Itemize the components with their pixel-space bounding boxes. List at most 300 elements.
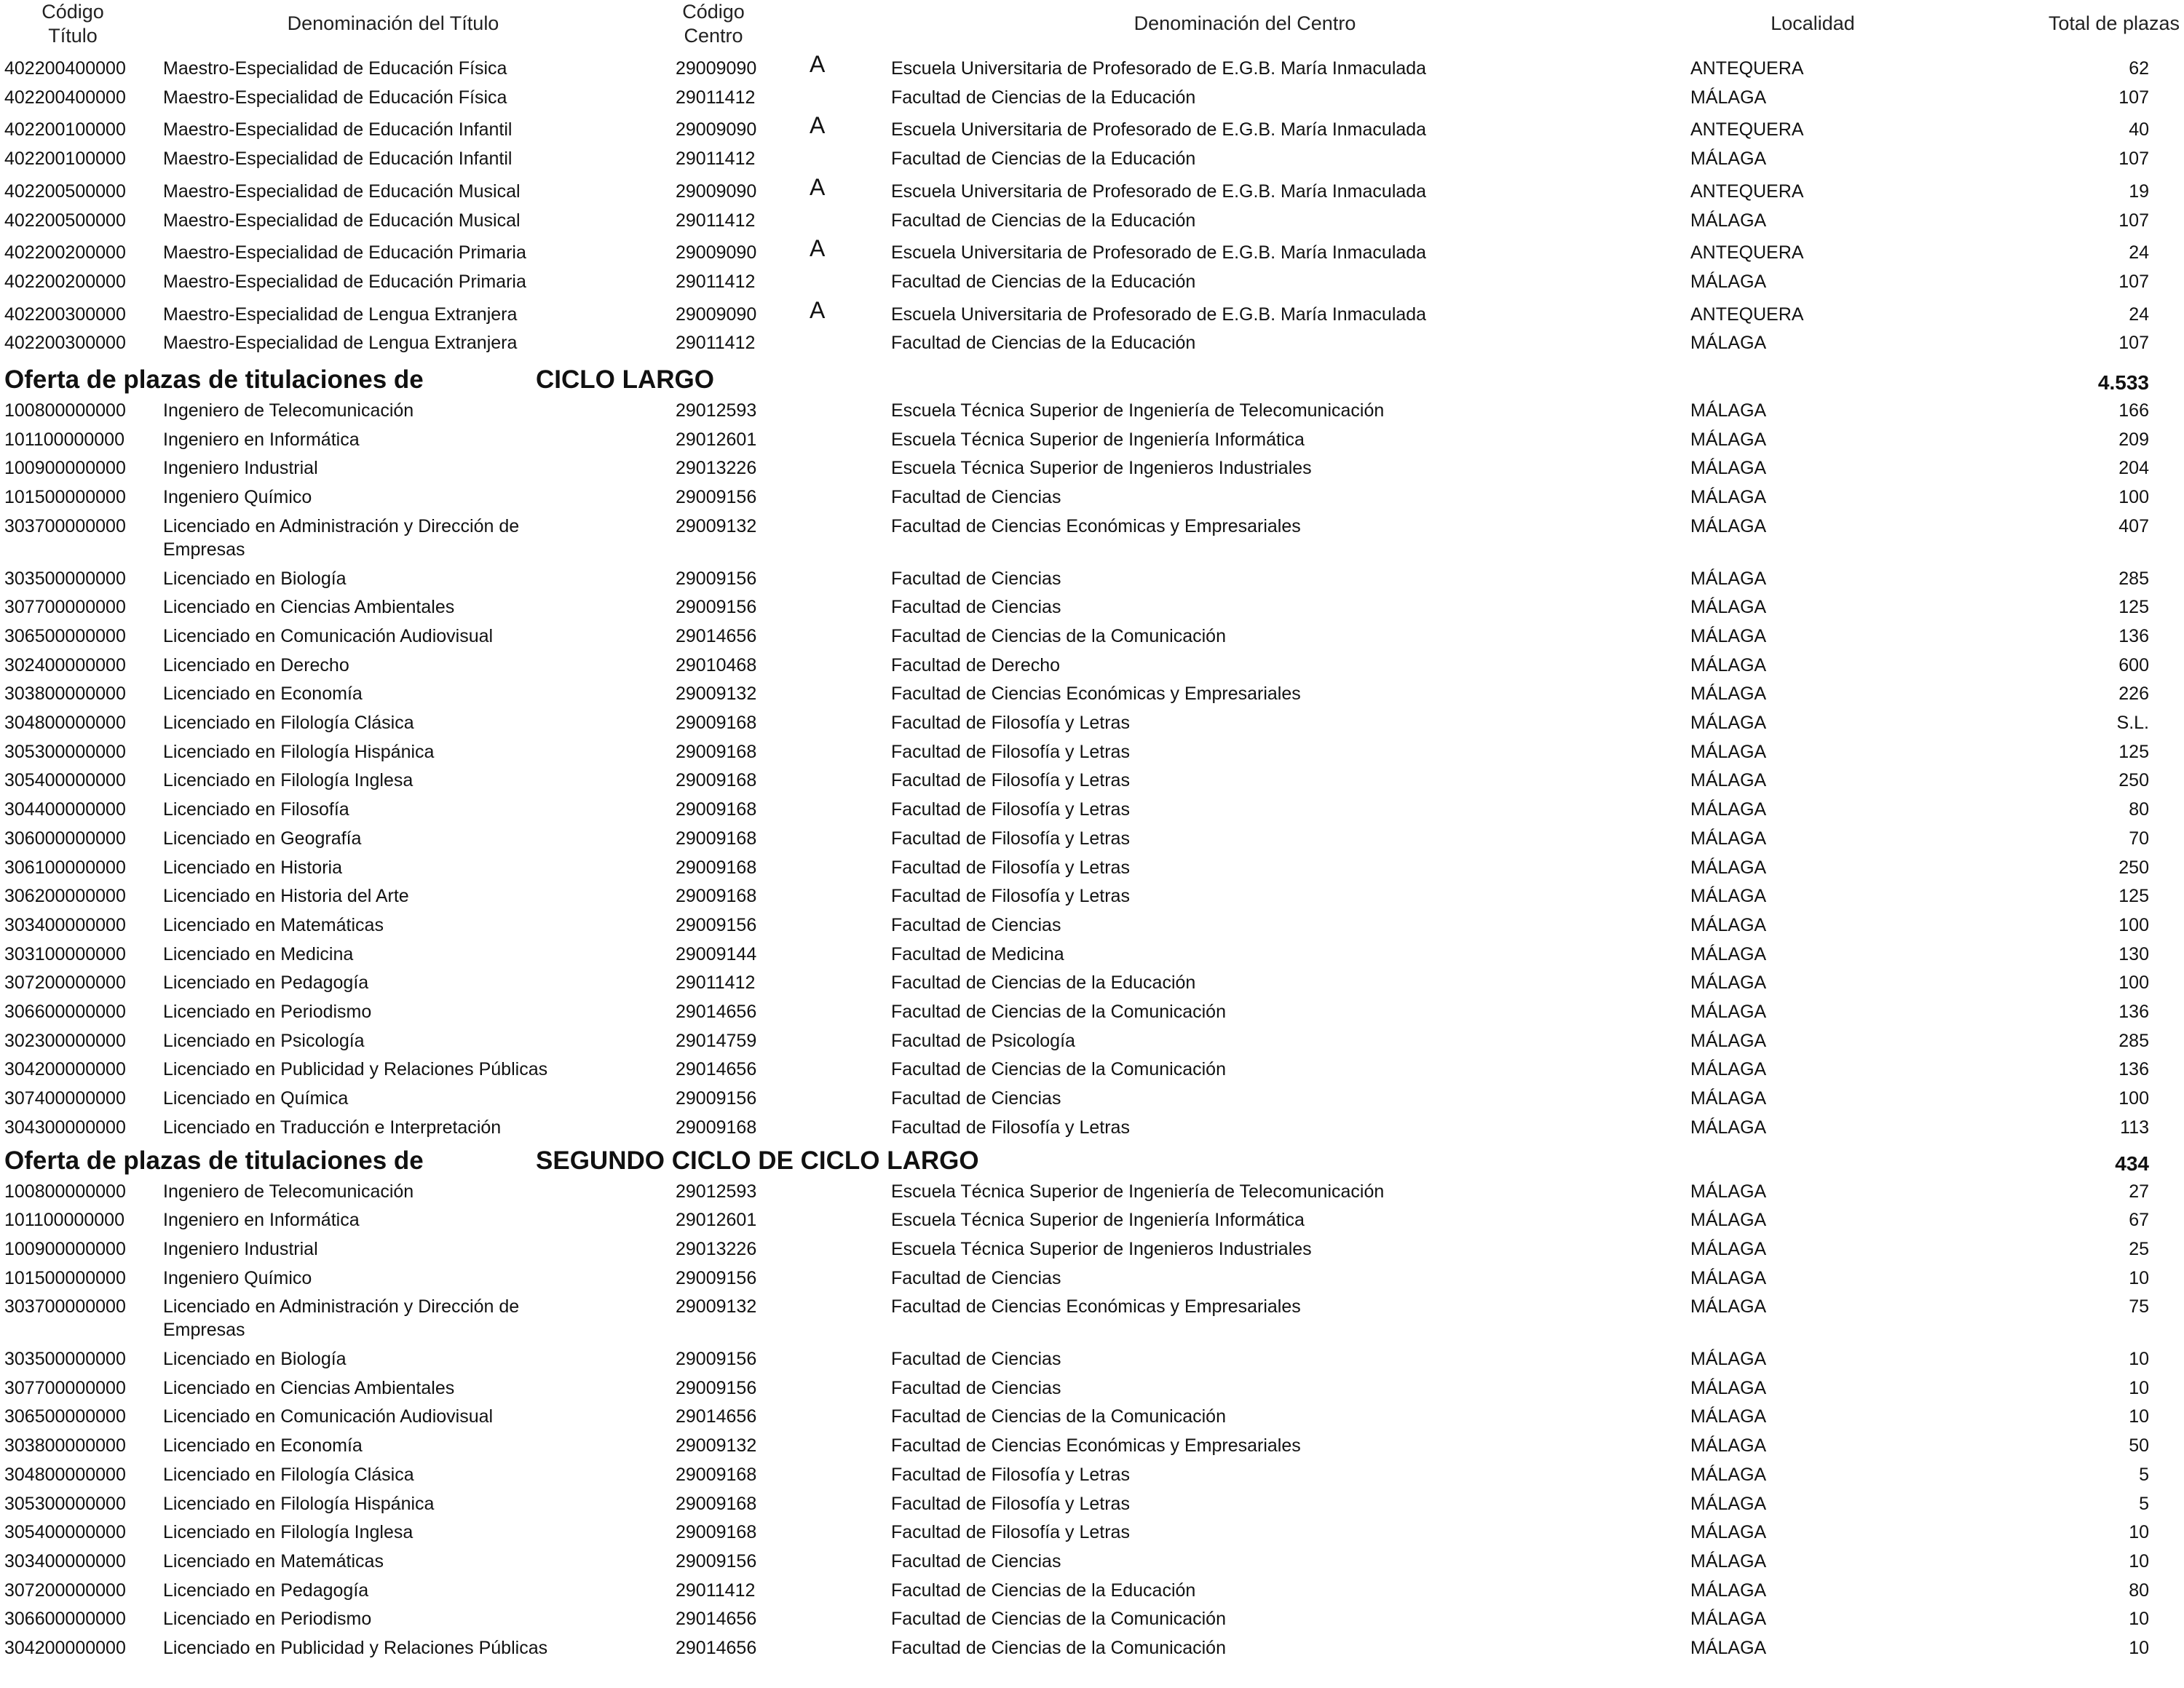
titulo-code: 100800000000 <box>4 1181 126 1202</box>
titulo-name: Licenciado en Filología Hispánica <box>163 1493 435 1514</box>
centro-name: Facultad de Ciencias <box>891 487 1061 508</box>
titulo-name: Licenciado en Matemáticas <box>163 914 384 935</box>
centro-code: 29009168 <box>676 886 757 907</box>
titulo-name: Licenciado en Pedagogía <box>163 1580 369 1601</box>
centro-name: Facultad de Ciencias Económicas y Empresariales <box>891 1296 1301 1317</box>
centro-name: Facultad de Ciencias <box>891 568 1061 589</box>
centro-code: 29009132 <box>676 683 757 705</box>
titulo-name: Ingeniero en Informática <box>163 429 360 450</box>
total-plazas: 10 <box>2129 1609 2149 1630</box>
total-plazas: 130 <box>2118 943 2149 964</box>
titulo-name: Ingeniero de Telecomunicación <box>163 400 414 421</box>
centro-name: Facultad de Ciencias <box>891 1267 1061 1288</box>
titulo-code: 307400000000 <box>4 1088 126 1109</box>
centro-mark: A <box>810 296 826 323</box>
localidad: MÁLAGA <box>1690 1464 1767 1485</box>
centro-name: Facultad de Filosofía y Letras <box>891 1522 1130 1543</box>
centro-code: 29009168 <box>676 1493 757 1514</box>
titulo-code: 306500000000 <box>4 1406 126 1427</box>
titulo-code: 304800000000 <box>4 713 126 733</box>
localidad: ANTEQUERA <box>1690 119 1804 140</box>
header-codigo-titulo: Código Título <box>41 1 104 47</box>
centro-mark: A <box>810 112 826 139</box>
titulo-code: 402200300000 <box>4 333 126 354</box>
titulo-code: 307700000000 <box>4 597 126 618</box>
titulo-code: 303800000000 <box>4 683 126 705</box>
titulo-code: 307200000000 <box>4 1580 126 1601</box>
titulo-name: Licenciado en Publicidad y Relaciones Públicas <box>163 1638 548 1658</box>
titulo-code: 304800000000 <box>4 1464 126 1485</box>
centro-code: 29009168 <box>676 799 757 820</box>
total-plazas: 407 <box>2118 515 2149 536</box>
titulo-name: Ingeniero de Telecomunicación <box>163 1181 414 1202</box>
localidad: MÁLAGA <box>1690 943 1767 964</box>
titulo-name: Licenciado en Traducción e Interpretación <box>163 1117 502 1138</box>
localidad: MÁLAGA <box>1690 487 1767 508</box>
total-plazas: 107 <box>2118 210 2149 231</box>
localidad: MÁLAGA <box>1690 1210 1767 1231</box>
total-plazas: 100 <box>2118 1088 2149 1109</box>
centro-name: Facultad de Ciencias de la Comunicación <box>891 1609 1226 1630</box>
titulo-code: 303700000000 <box>4 1296 126 1317</box>
localidad: MÁLAGA <box>1690 597 1767 618</box>
localidad: MÁLAGA <box>1690 1181 1767 1202</box>
localidad: MÁLAGA <box>1690 741 1767 762</box>
titulo-name: Maestro-Especialidad de Educación Primaria <box>163 242 526 263</box>
localidad: MÁLAGA <box>1690 654 1767 675</box>
centro-name: Facultad de Derecho <box>891 654 1061 675</box>
localidad: ANTEQUERA <box>1690 304 1804 325</box>
titulo-code: 101100000000 <box>4 1210 124 1231</box>
centro-code: 29009156 <box>676 1550 757 1572</box>
titulo-code: 307700000000 <box>4 1377 126 1398</box>
centro-code: 29009156 <box>676 1088 757 1109</box>
total-plazas: 113 <box>2120 1117 2149 1138</box>
centro-code: 29009090 <box>676 119 757 140</box>
localidad: MÁLAGA <box>1690 148 1767 170</box>
total-plazas: 125 <box>2118 741 2149 762</box>
localidad: MÁLAGA <box>1690 210 1767 231</box>
total-plazas: 125 <box>2118 597 2149 618</box>
centro-name: Facultad de Ciencias de la Educación <box>891 972 1196 994</box>
titulo-code: 304300000000 <box>4 1117 126 1138</box>
centro-name: Facultad de Filosofía y Letras <box>891 713 1130 733</box>
localidad: MÁLAGA <box>1690 1238 1767 1259</box>
localidad: MÁLAGA <box>1690 799 1767 820</box>
centro-code: 29009132 <box>676 515 757 536</box>
titulo-code: 303700000000 <box>4 515 126 536</box>
total-plazas: 166 <box>2118 400 2149 421</box>
section-label: Oferta de plazas de titulaciones de <box>4 365 424 394</box>
centro-code: 29009156 <box>676 487 757 508</box>
localidad: MÁLAGA <box>1690 1088 1767 1109</box>
titulo-name: Ingeniero en Informática <box>163 1210 360 1231</box>
titulo-name: Licenciado en Filosofía <box>163 799 349 820</box>
titulo-code: 306500000000 <box>4 625 126 646</box>
titulo-code: 101100000000 <box>4 429 124 450</box>
total-plazas: 125 <box>2118 886 2149 907</box>
titulo-name: Licenciado en Pedagogía <box>163 972 369 994</box>
titulo-name: Licenciado en Historia <box>163 857 342 878</box>
centro-name: Facultad de Filosofía y Letras <box>891 886 1130 907</box>
centro-name: Escuela Técnica Superior de Ingeniería Informática <box>891 429 1305 450</box>
titulo-name: Licenciado en Biología <box>163 568 347 589</box>
total-plazas: 107 <box>2118 148 2149 170</box>
titulo-code: 304200000000 <box>4 1059 126 1080</box>
localidad: ANTEQUERA <box>1690 242 1804 263</box>
centro-name: Facultad de Ciencias Económicas y Empresariales <box>891 1435 1301 1457</box>
total-plazas: 24 <box>2129 242 2149 263</box>
centro-code: 29012601 <box>676 1210 757 1231</box>
total-plazas: 136 <box>2118 1059 2149 1080</box>
total-plazas: 5 <box>2139 1493 2149 1514</box>
titulo-code: 402200100000 <box>4 148 126 170</box>
centro-code: 29009090 <box>676 304 757 325</box>
localidad: MÁLAGA <box>1690 1638 1767 1658</box>
centro-code: 29009168 <box>676 1117 757 1138</box>
total-plazas: 25 <box>2129 1238 2149 1259</box>
titulo-code: 306600000000 <box>4 1002 126 1022</box>
titulo-name: Licenciado en Filología Inglesa <box>163 1522 414 1543</box>
localidad: MÁLAGA <box>1690 683 1767 705</box>
localidad: MÁLAGA <box>1690 1296 1767 1317</box>
total-plazas: 5 <box>2139 1464 2149 1485</box>
localidad: MÁLAGA <box>1690 886 1767 907</box>
centro-name: Facultad de Filosofía y Letras <box>891 857 1130 878</box>
localidad: MÁLAGA <box>1690 1406 1767 1427</box>
titulo-code: 402200200000 <box>4 242 126 263</box>
titulo-code: 306600000000 <box>4 1609 126 1630</box>
titulo-code: 100900000000 <box>4 1238 126 1259</box>
centro-name: Facultad de Ciencias Económicas y Empresariales <box>891 515 1301 536</box>
centro-name: Escuela Universitaria de Profesorado de E.G.B. María Inmaculada <box>891 242 1427 263</box>
centro-code: 29009156 <box>676 568 757 589</box>
localidad: MÁLAGA <box>1690 333 1767 354</box>
localidad: MÁLAGA <box>1690 1030 1767 1051</box>
centro-code: 29009090 <box>676 242 757 263</box>
total-plazas: 80 <box>2129 1580 2149 1601</box>
titulo-code: 303100000000 <box>4 943 126 964</box>
total-plazas: 209 <box>2118 429 2149 450</box>
section-label: Oferta de plazas de titulaciones de <box>4 1146 424 1175</box>
total-plazas: 226 <box>2118 683 2149 705</box>
centro-code: 29014656 <box>676 1406 757 1427</box>
centro-name: Facultad de Filosofía y Letras <box>891 1493 1130 1514</box>
centro-code: 29009168 <box>676 1522 757 1543</box>
centro-code: 29009168 <box>676 1464 757 1485</box>
centro-name: Facultad de Ciencias de la Comunicación <box>891 1059 1226 1080</box>
titulo-code: 402200100000 <box>4 119 126 140</box>
centro-mark: A <box>810 51 826 77</box>
centro-code: 29014656 <box>676 1638 757 1658</box>
titulo-name: Maestro-Especialidad de Educación Musical <box>163 210 521 231</box>
centro-name: Escuela Técnica Superior de Ingeniería Informática <box>891 1210 1305 1231</box>
total-plazas: 67 <box>2129 1210 2149 1231</box>
titulo-code: 100900000000 <box>4 458 126 479</box>
centro-code: 29009168 <box>676 828 757 849</box>
titulo-name: Licenciado en Matemáticas <box>163 1550 384 1572</box>
centro-code: 29013226 <box>676 458 757 479</box>
titulo-code: 402200300000 <box>4 304 126 325</box>
centro-mark: A <box>810 173 826 200</box>
titulo-name: Licenciado en Medicina <box>163 943 354 964</box>
titulo-name: Licenciado en Filología Clásica <box>163 1464 414 1485</box>
titulo-name: Licenciado en Filología Inglesa <box>163 770 414 791</box>
localidad: MÁLAGA <box>1690 1550 1767 1572</box>
total-plazas: 27 <box>2129 1181 2149 1202</box>
titulo-code: 303400000000 <box>4 914 126 935</box>
total-plazas: 80 <box>2129 799 2149 820</box>
centro-code: 29012593 <box>676 1181 757 1202</box>
localidad: MÁLAGA <box>1690 1377 1767 1398</box>
titulo-code: 100800000000 <box>4 400 126 421</box>
centro-code: 29009168 <box>676 741 757 762</box>
titulo-code: 402200400000 <box>4 87 126 108</box>
localidad: MÁLAGA <box>1690 1435 1767 1457</box>
section-total: 434 <box>2115 1152 2149 1175</box>
centro-code: 29011412 <box>676 148 756 170</box>
localidad: MÁLAGA <box>1690 1609 1767 1630</box>
localidad: MÁLAGA <box>1690 1059 1767 1080</box>
titulo-code: 402200200000 <box>4 271 126 292</box>
centro-name: Facultad de Ciencias <box>891 914 1061 935</box>
centro-code: 29009168 <box>676 857 757 878</box>
titulo-code: 306100000000 <box>4 857 126 878</box>
titulo-name: Ingeniero Industrial <box>163 1238 318 1259</box>
total-plazas: S.L. <box>2116 713 2149 733</box>
titulo-name: Licenciado en Química <box>163 1088 349 1109</box>
titulo-code: 305400000000 <box>4 1522 126 1543</box>
localidad: MÁLAGA <box>1690 828 1767 849</box>
titulo-code: 304400000000 <box>4 799 126 820</box>
centro-name: Facultad de Ciencias de la Comunicación <box>891 1406 1226 1427</box>
centro-code: 29009168 <box>676 713 757 733</box>
centro-name: Facultad de Filosofía y Letras <box>891 828 1130 849</box>
centro-name: Facultad de Filosofía y Letras <box>891 770 1130 791</box>
centro-name: Facultad de Ciencias <box>891 1550 1061 1572</box>
total-plazas: 250 <box>2118 770 2149 791</box>
titulo-code: 101500000000 <box>4 487 126 508</box>
centro-name: Facultad de Ciencias <box>891 1088 1061 1109</box>
titulo-code: 305400000000 <box>4 770 126 791</box>
centro-mark: A <box>810 235 826 262</box>
titulo-code: 303500000000 <box>4 1349 126 1369</box>
titulo-name: Licenciado en Periodismo <box>163 1609 372 1630</box>
total-plazas: 250 <box>2118 857 2149 878</box>
localidad: MÁLAGA <box>1690 1267 1767 1288</box>
centro-code: 29009132 <box>676 1435 757 1457</box>
centro-name: Escuela Universitaria de Profesorado de E.G.B. María Inmaculada <box>891 58 1427 79</box>
centro-code: 29009156 <box>676 1377 757 1398</box>
titulo-name: Licenciado en Publicidad y Relaciones Públicas <box>163 1059 548 1080</box>
centro-name: Facultad de Psicología <box>891 1030 1075 1051</box>
localidad: MÁLAGA <box>1690 770 1767 791</box>
titulo-name: Licenciado en Geografía <box>163 828 362 849</box>
centro-code: 29009156 <box>676 1267 757 1288</box>
titulo-code: 402200500000 <box>4 181 126 202</box>
total-plazas: 10 <box>2129 1267 2149 1288</box>
titulo-name: Licenciado en Historia del Arte <box>163 886 409 907</box>
centro-name: Escuela Técnica Superior de Ingeniería de Telecomunicación <box>891 400 1385 421</box>
localidad: MÁLAGA <box>1690 857 1767 878</box>
centro-name: Facultad de Ciencias de la Comunicación <box>891 1638 1226 1658</box>
centro-code: 29012593 <box>676 400 757 421</box>
titulo-name: Licenciado en Economía <box>163 683 363 705</box>
total-plazas: 100 <box>2118 914 2149 935</box>
centro-name: Facultad de Ciencias <box>891 1377 1061 1398</box>
section-type: CICLO LARGO <box>536 365 714 394</box>
total-plazas: 50 <box>2129 1435 2149 1457</box>
total-plazas: 136 <box>2118 625 2149 646</box>
titulo-name: Maestro-Especialidad de Educación Infantil <box>163 148 513 170</box>
titulo-name: Maestro-Especialidad de Educación Infantil <box>163 119 513 140</box>
header-total-plazas: Total de plazas <box>2048 12 2180 34</box>
titulo-name: Maestro-Especialidad de Educación Musical <box>163 181 521 202</box>
localidad: MÁLAGA <box>1690 400 1767 421</box>
total-plazas: 204 <box>2118 458 2149 479</box>
titulo-code: 402200400000 <box>4 58 126 79</box>
localidad: MÁLAGA <box>1690 625 1767 646</box>
centro-code: 29009156 <box>676 1349 757 1369</box>
total-plazas: 107 <box>2118 271 2149 292</box>
total-plazas: 24 <box>2129 304 2149 325</box>
centro-code: 29014656 <box>676 1002 757 1022</box>
titulo-code: 402200500000 <box>4 210 126 231</box>
titulo-name: Licenciado en Comunicación Audiovisual <box>163 1406 494 1427</box>
titulo-code: 303400000000 <box>4 1550 126 1572</box>
centro-name: Facultad de Ciencias de la Comunicación <box>891 1002 1226 1022</box>
centro-code: 29009144 <box>676 943 757 964</box>
total-plazas: 40 <box>2129 119 2149 140</box>
titulo-name: Licenciado en Psicología <box>163 1030 365 1051</box>
centro-name: Facultad de Ciencias de la Educación <box>891 1580 1196 1601</box>
centro-name: Facultad de Ciencias de la Educación <box>891 271 1196 292</box>
centro-code: 29011412 <box>676 87 756 108</box>
centro-code: 29010468 <box>676 654 757 675</box>
titulo-code: 305300000000 <box>4 741 126 762</box>
titulo-name: Licenciado en Ciencias Ambientales <box>163 597 455 618</box>
localidad: MÁLAGA <box>1690 429 1767 450</box>
total-plazas: 100 <box>2118 972 2149 994</box>
total-plazas: 136 <box>2118 1002 2149 1022</box>
titulo-name: Licenciado en Ciencias Ambientales <box>163 1377 455 1398</box>
total-plazas: 10 <box>2129 1638 2149 1658</box>
centro-name: Escuela Universitaria de Profesorado de E.G.B. María Inmaculada <box>891 181 1427 202</box>
titulo-code: 302400000000 <box>4 654 126 675</box>
header-denominacion-centro: Denominación del Centro <box>1133 12 1356 34</box>
localidad: MÁLAGA <box>1690 1493 1767 1514</box>
titulo-code: 303500000000 <box>4 568 126 589</box>
section-type: SEGUNDO CICLO DE CICLO LARGO <box>536 1146 979 1175</box>
localidad: MÁLAGA <box>1690 972 1767 994</box>
total-plazas: 107 <box>2118 87 2149 108</box>
titulo-code: 306000000000 <box>4 828 126 849</box>
titulo-name: Licenciado en Filología Clásica <box>163 713 414 733</box>
centro-code: 29014759 <box>676 1030 757 1051</box>
centro-name: Escuela Técnica Superior de Ingeniería de Telecomunicación <box>891 1181 1385 1202</box>
titulo-code: 101500000000 <box>4 1267 126 1288</box>
titulo-name: Maestro-Especialidad de Educación Física <box>163 58 507 79</box>
centro-name: Facultad de Ciencias de la Educación <box>891 148 1196 170</box>
titulo-name: Licenciado en Biología <box>163 1349 347 1369</box>
section-total: 4.533 <box>2097 371 2149 394</box>
titulo-name: Licenciado en Economía <box>163 1435 363 1457</box>
centro-name: Facultad de Ciencias <box>891 597 1061 618</box>
centro-code: 29011412 <box>676 271 756 292</box>
header-codigo-centro: Código Centro <box>682 1 745 47</box>
titulo-code: 305300000000 <box>4 1493 126 1514</box>
total-plazas: 10 <box>2129 1406 2149 1427</box>
titulo-name: Licenciado en Derecho <box>163 654 349 675</box>
centro-name: Facultad de Ciencias de la Educación <box>891 210 1196 231</box>
centro-code: 29009156 <box>676 914 757 935</box>
centro-code: 29009156 <box>676 597 757 618</box>
localidad: ANTEQUERA <box>1690 58 1804 79</box>
total-plazas: 285 <box>2118 1030 2149 1051</box>
localidad: ANTEQUERA <box>1690 181 1804 202</box>
centro-name: Facultad de Filosofía y Letras <box>891 799 1130 820</box>
centro-name: Facultad de Ciencias de la Comunicación <box>891 625 1226 646</box>
titulo-code: 307200000000 <box>4 972 126 994</box>
centro-code: 29013226 <box>676 1238 757 1259</box>
titulo-name: Ingeniero Químico <box>163 1267 312 1288</box>
titulo-name: Maestro-Especialidad de Lengua Extranjera <box>163 333 518 354</box>
centro-name: Escuela Universitaria de Profesorado de E.G.B. María Inmaculada <box>891 304 1427 325</box>
centro-code: 29011412 <box>676 210 756 231</box>
titulo-name: Ingeniero Industrial <box>163 458 318 479</box>
header-localidad: Localidad <box>1770 12 1855 34</box>
centro-name: Facultad de Medicina <box>891 943 1064 964</box>
centro-code: 29012601 <box>676 429 757 450</box>
centro-code: 29009168 <box>676 770 757 791</box>
total-plazas: 70 <box>2129 828 2149 849</box>
centro-name: Facultad de Filosofía y Letras <box>891 1464 1130 1485</box>
localidad: MÁLAGA <box>1690 1349 1767 1369</box>
total-plazas: 19 <box>2129 181 2149 202</box>
total-plazas: 75 <box>2129 1296 2149 1317</box>
localidad: MÁLAGA <box>1690 271 1767 292</box>
centro-code: 29011412 <box>676 1580 756 1601</box>
centro-code: 29011412 <box>676 333 756 354</box>
centro-code: 29014656 <box>676 1609 757 1630</box>
titulo-name: Licenciado en Filología Hispánica <box>163 741 435 762</box>
centro-code: 29009090 <box>676 58 757 79</box>
localidad: MÁLAGA <box>1690 568 1767 589</box>
titulo-name: Licenciado en Comunicación Audiovisual <box>163 625 494 646</box>
total-plazas: 10 <box>2129 1522 2149 1543</box>
localidad: MÁLAGA <box>1690 458 1767 479</box>
centro-code: 29009132 <box>676 1296 757 1317</box>
total-plazas: 62 <box>2129 58 2149 79</box>
centro-name: Facultad de Ciencias <box>891 1349 1061 1369</box>
header-denominacion-titulo: Denominación del Título <box>287 12 499 34</box>
localidad: MÁLAGA <box>1690 713 1767 733</box>
total-plazas: 10 <box>2129 1377 2149 1398</box>
centro-name: Facultad de Filosofía y Letras <box>891 1117 1130 1138</box>
total-plazas: 285 <box>2118 568 2149 589</box>
localidad: MÁLAGA <box>1690 1002 1767 1022</box>
localidad: MÁLAGA <box>1690 1522 1767 1543</box>
titulo-code: 303800000000 <box>4 1435 126 1457</box>
localidad: MÁLAGA <box>1690 87 1767 108</box>
table-header <box>0 0 2184 52</box>
total-plazas: 10 <box>2129 1550 2149 1572</box>
total-plazas: 600 <box>2118 654 2149 675</box>
localidad: MÁLAGA <box>1690 1580 1767 1601</box>
total-plazas: 100 <box>2118 487 2149 508</box>
total-plazas: 10 <box>2129 1349 2149 1369</box>
centro-code: 29011412 <box>676 972 756 994</box>
